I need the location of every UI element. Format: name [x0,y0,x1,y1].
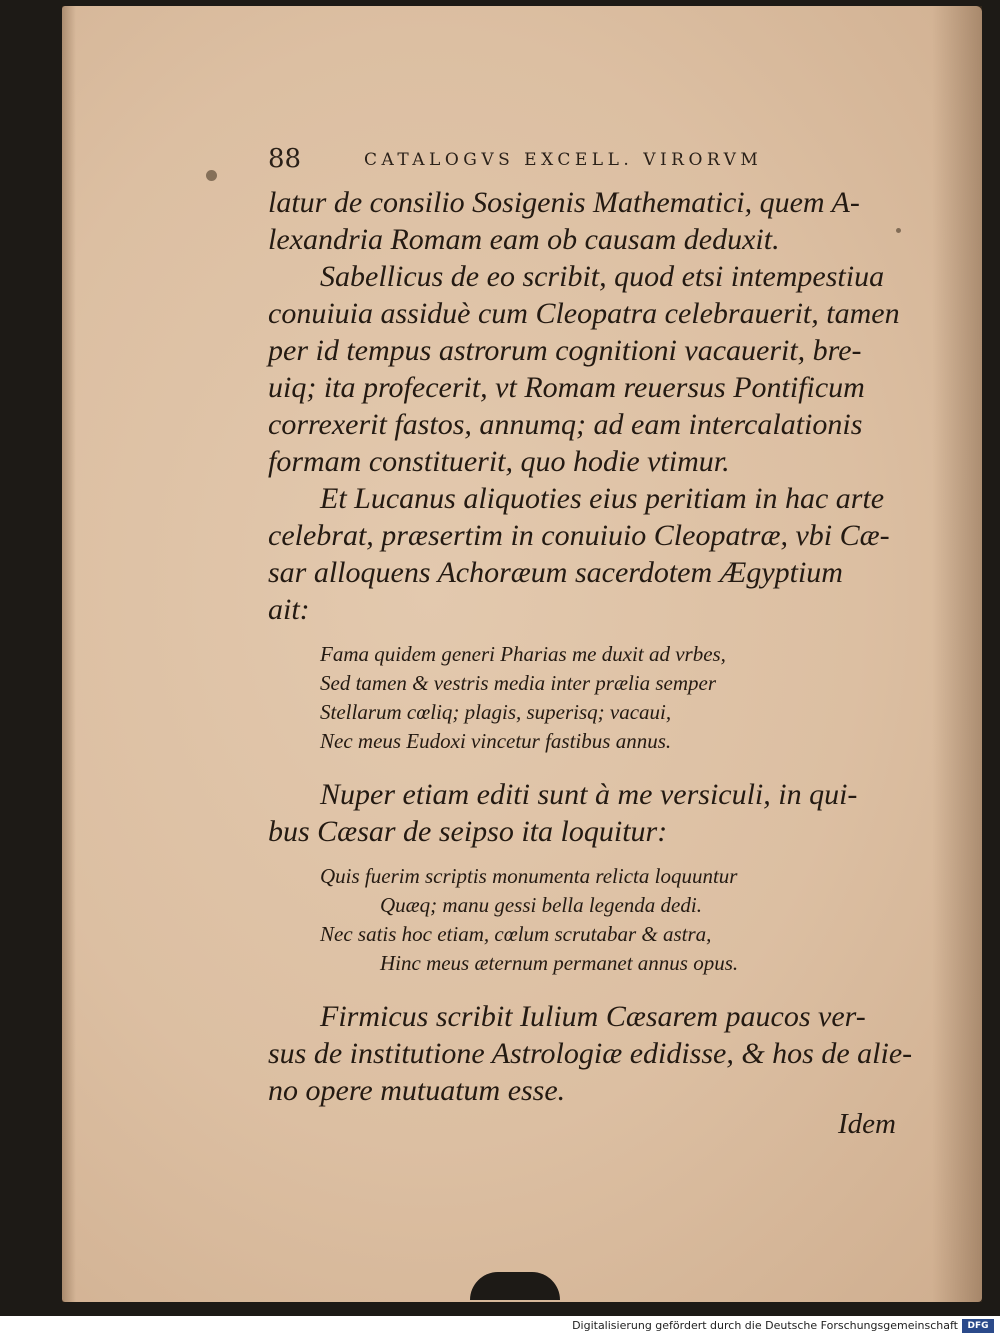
text-line: celebrat, præsertim in conuiuio Cleopatræ, vbi Cæ- [268,519,890,552]
verse-line: Fama quidem generi Pharias me duxit ad vrbes, [320,642,726,666]
text-line: Firmicus scribit Iulium Cæsarem paucos ver- [320,1000,866,1033]
text-line: formam constituerit, quo hodie vtimur. [268,445,730,478]
text-line: uiq; ita profecerit, vt Romam reuersus Pontificum [268,371,865,404]
text-line: bus Cæsar de seipso ita loquitur: [268,815,668,848]
page-damage [470,1272,560,1300]
ink-spot [206,170,217,181]
text-line: lexandria Romam eam ob causam deduxit. [268,223,780,256]
funding-credit: Digitalisierung gefördert durch die Deutsche Forschungsgemeinschaft [572,1319,958,1332]
text-line: correxerit fastos, annumq; ad eam intercalationis [268,408,863,441]
text-line: Nuper etiam editi sunt à me versiculi, in qui- [320,778,858,811]
verse-line: Hinc meus æternum permanet annus opus. [380,951,739,975]
page-gutter-shadow [62,6,76,1302]
page-number: 88 [268,144,302,174]
text-line: no opere mutuatum esse. [268,1074,566,1107]
verse-line: Nec meus Eudoxi vincetur fastibus annus. [320,729,672,753]
text-line: Et Lucanus aliquoties eius peritiam in hac arte [320,482,885,515]
catchword: Idem [838,1108,896,1140]
body-text [268,184,918,1109]
text-line: latur de consilio Sosigenis Mathematici, quem A- [268,186,860,219]
text-line: sar alloquens Achoræum sacerdotem Ægyptium [268,556,843,589]
text-line: per id tempus astrorum cognitioni vacauerit, bre- [268,334,862,367]
digitization-footer [0,1316,1000,1337]
verse-line: Sed tamen & vestris media inter prælia semper [320,671,717,695]
verse-line: Nec satis hoc etiam, cœlum scrutabar & astra, [320,922,712,946]
text-line: Sabellicus de eo scribit, quod etsi intempestiua [320,260,885,293]
text-line: sus de institutione Astrologiæ edidisse, & hos de alie- [268,1037,913,1070]
dfg-logo: DFG [962,1319,994,1333]
page-edge-shadow [932,6,982,1302]
verse-line: Quæq; manu gessi bella legenda dedi. [380,893,702,917]
text-line: conuiuia assiduè cum Cleopatra celebrauerit, tamen [268,297,900,330]
running-head [268,140,848,180]
text-line: ait: [268,593,310,626]
verse-line: Stellarum cœliq; plagis, superisq; vacaui, [320,700,672,724]
running-title: CATALOGVS EXCELL. VIRORVM [364,150,763,170]
verse-line: Quis fuerim scriptis monumenta relicta loquuntur [320,864,738,888]
